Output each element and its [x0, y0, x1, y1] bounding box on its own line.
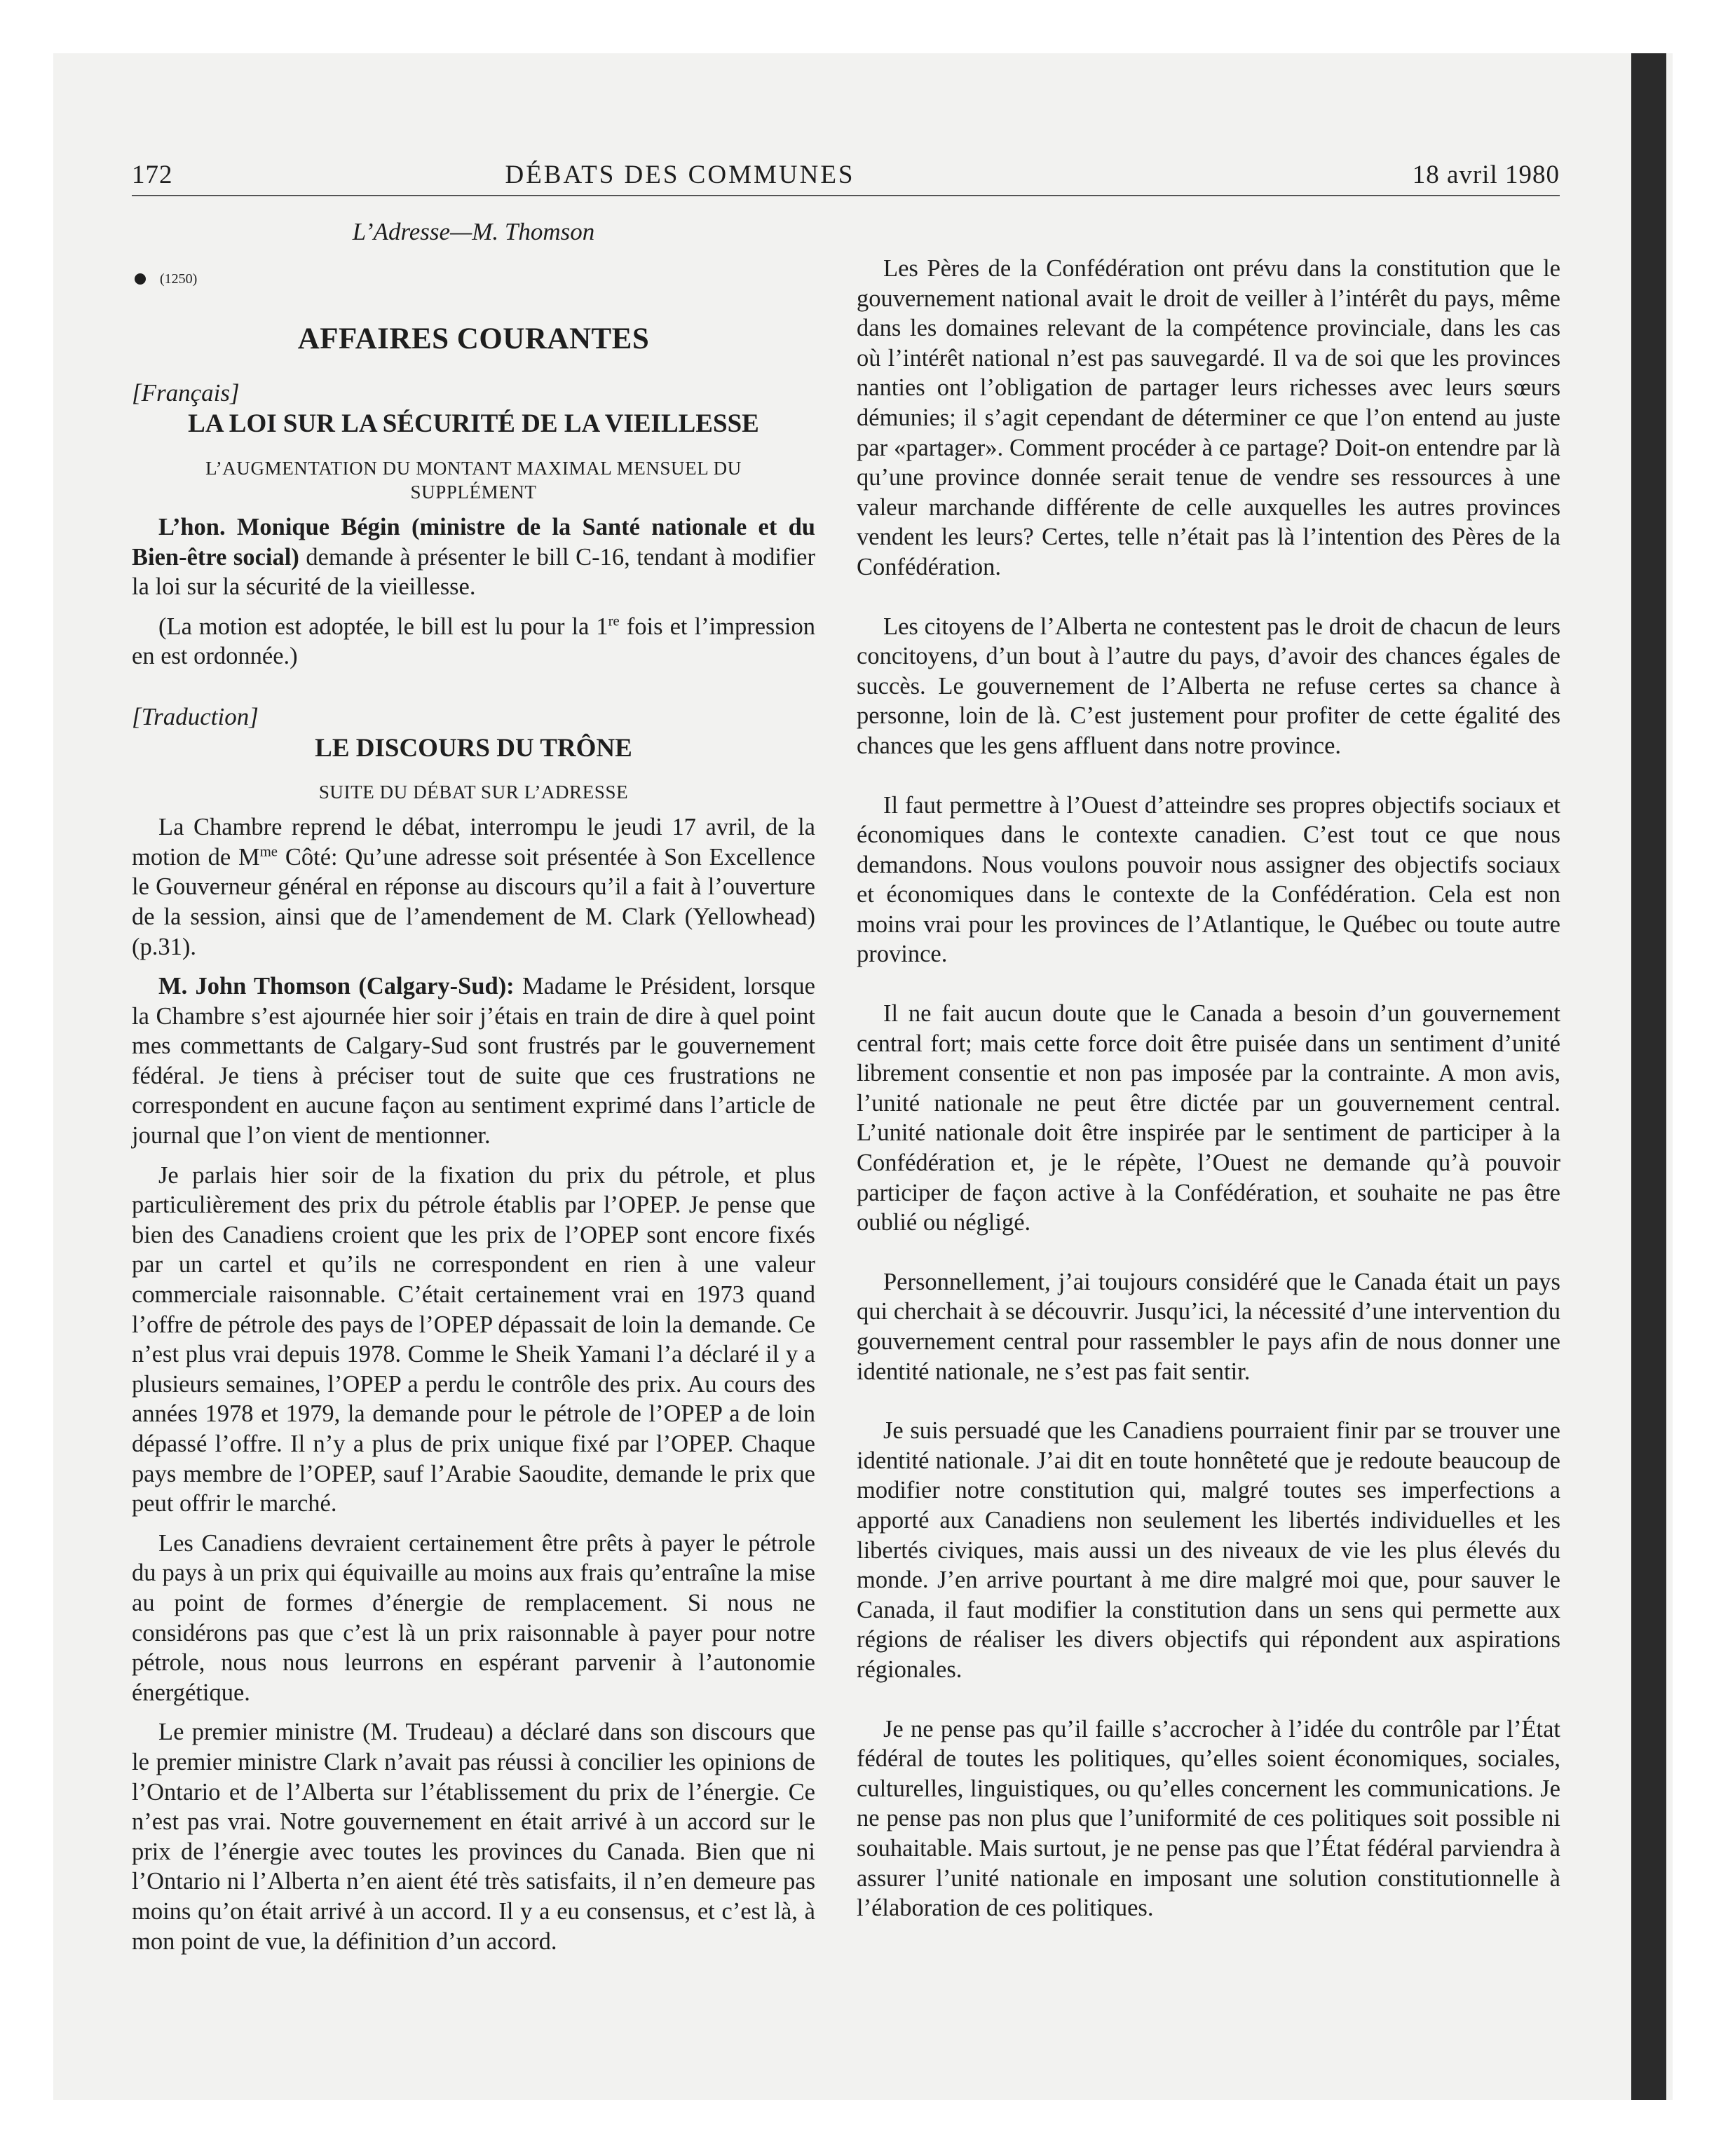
throne-subtitle: SUITE DU DÉBAT SUR L’ADRESSE: [318, 782, 629, 803]
bill-title: LA LOI SUR LA SÉCURITÉ DE LA VIEILLESSE: [188, 409, 759, 439]
right-paragraph-7: Je ne pense pas qu’il faille s’accrocher à l’idée du contrôle par l’État fédéral de toutes les politiques, qu’elles soient économiques, sociales, culturelles, linguistiques, ou qu’elles concernent les communications. Je ne pense pas non plus que l’uniformité de ces politiques soit possible ni souhaitable. Mais surtout, je ne pense pas que l’État fédéral parviendra à assurer l’unité nationale en imposant une solution constitutionnelle à l’élaboration de ces politiques.: [857, 1715, 1560, 1922]
right-paragraph-3: Il faut permettre à l’Ouest d’atteindre ses propres objectifs sociaux et économiques dans le contexte canadien. C’est tout ce que nous demandons. Nous voulons pouvoir nous assigner des objectifs sociaux et économiques dans le contexte de la Confédération. Cela est non moins vrai pour les provinces de l’Atlantique, le Québec ou toute autre province.: [857, 791, 1560, 968]
right-column: [857, 254, 1560, 1923]
bullet-dot-icon: [135, 273, 146, 285]
time-marker-text: (1250): [160, 271, 198, 287]
resume-text-a: La Chambre reprend le débat, interrompu le jeudi 17 avril, de la motion de M: [132, 814, 815, 871]
thomson-speaker: M. John Thomson (Calgary-Sud):: [158, 973, 515, 1000]
time-marker: [132, 264, 815, 294]
motion-text-a: (La motion est adoptée, le bill est lu pour la 1: [158, 613, 608, 640]
motion-sup: re: [608, 613, 620, 629]
right-paragraph-5: Personnellement, j’ai toujours considéré que le Canada était un pays qui cherchait à se découvrir. Jusqu’ici, la nécessité d’une intervention du gouvernement central pour rassembler le pays afin de nous donner une identité nationale, ne s’est pas fait sentir.: [857, 1268, 1560, 1385]
running-head: L’Adresse—M. Thomson: [352, 218, 595, 245]
page-date: 18 avril 1980: [1412, 161, 1560, 189]
motion-text-b: fois et l’impression en est ordonnée.): [132, 613, 815, 670]
page-number: 172: [132, 161, 173, 189]
begin-text: demande à présenter le bill C-16, tendant à modifier la loi sur la sécurité de la vieillesse.: [132, 543, 815, 601]
throne-title: LE DISCOURS DU TRÔNE: [315, 733, 632, 763]
section-title: AFFAIRES COURANTES: [297, 322, 650, 356]
scan-edge-bar: [1631, 53, 1666, 2100]
thomson-text: Madame le Président, lorsque la Chambre s’est ajournée hier soir j’étais en train de dire à quel point mes commettants de Calgary-Sud sont frustrés par le gouvernement fédéral. Je tiens à préciser tout de suite que ces frustrations ne correspondent en aucune façon au sentiment exprimé dans l’article de journal que l’on vient de mentionner.: [132, 973, 815, 1149]
petrole-paragraph: Je parlais hier soir de la fixation du prix du pétrole, et plus particulièrement des prix du pétrole établis par l’OPEP. Je pense que bien des Canadiens croient que les prix de l’OPEP sont encore fixés par un cartel et qu’ils ne correspondent en rien à une valeur commerciale raisonnable. C’était certainement vrai en 1973 quand l’offre de pétrole des pays de l’OPEP dépassait de loin la demande. Ce n’est plus vrai depuis 1978. Comme le Sheik Yamani l’a déclaré il y a plusieurs semaines, l’OPEP a perdu le contrôle des prix. Au cours des années 1978 et 1979, la demande pour le pétrole de l’OPEP a de loin dépassé l’offre. Il n’y a plus de prix unique fixé par l’OPEP. Chaque pays membre de l’OPEP, sauf l’Arabie Saoudite, demande le prix que peut offrir le marché.: [132, 1161, 815, 1517]
publication-title: DÉBATS DES COMMUNES: [505, 161, 855, 189]
header-rule: [132, 195, 1560, 196]
language-tag-francais: [Français]: [132, 378, 240, 407]
left-column: [132, 217, 815, 1956]
right-paragraph-1: Les Pères de la Confédération ont prévu dans la constitution que le gouvernement national avait le droit de veiller à l’intérêt du pays, même dans les domaines relevant de la compétence provinciale, dans les cas où l’intérêt national n’est pas sauvegardé. Il va de soi que les provinces nanties ont l’obligation de partager leurs richesses avec leurs sœurs démunies; il s’agit cependant de déterminer ce que l’on entend au juste par «partager». Comment procéder à ce partage? Doit-on entendre par là qu’une province donnée serait tenue de vendre ses ressources à une valeur marchande différente de celle auxquelles les autres provinces vendent les leurs? Certes, telle n’était pas là l’intention des Pères de la Confédération.: [857, 255, 1560, 580]
ministre-paragraph: Le premier ministre (M. Trudeau) a déclaré dans son discours que le premier ministre Clark n’avait pas réussi à concilier les opinions de l’Ontario et de l’Alberta sur l’établissement du prix de l’énergie. Ce n’est pas vrai. Notre gouvernement en était arrivé à un accord sur le prix de l’énergie avec toutes les provinces du Canada. Bien que ni l’Ontario ni l’Alberta n’en aient été très satisfaits, il n’en demeure pas moins qu’on était arrivé à un accord. Il y a eu consensus, et c’est là, à mon point de vue, la définition d’un accord.: [132, 1719, 815, 1955]
language-tag-traduction: [Traduction]: [132, 702, 259, 730]
right-paragraph-6: Je suis persuadé que les Canadiens pourraient finir par se trouver une identité nationale. J’ai dit en toute honnêteté que je redoute beaucoup de modifier notre constitution qui, malgré toutes ses imperfections a apporté aux Canadiens non seulement les libertés individuelles et les libertés civiques, mais aussi un des niveaux de vie les plus élevés du monde. J’en arrive pourtant à me dire malgré moi que, pour sauver le Canada, il faut modifier la constitution dans un sens qui permette aux régions de réaliser les divers objectifs qui répondent aux aspirations régionales.: [857, 1417, 1560, 1683]
begin-speaker: L’hon. Monique Bégin (ministre de la Santé nationale et du Bien-être social): [132, 513, 815, 571]
thomson-paragraph: [132, 971, 815, 1151]
canadiens-paragraph: Les Canadiens devraient certainement être prêts à payer le pétrole du pays à un prix qui équivaille au moins aux frais qu’entraîne la mise au point de formes d’énergie de remplacement. Si nous ne considérons pas que c’est là un prix raisonnable à payer pour notre pétrole, nous nous leurrons en espérant parvenir à l’autonomie énergétique.: [132, 1529, 815, 1706]
bill-subtitle: L’AUGMENTATION DU MONTANT MAXIMAL MENSUEL DU SUPPLÉMENT: [205, 457, 742, 503]
motion-paragraph: [132, 612, 815, 671]
begin-paragraph: [132, 512, 815, 602]
resume-paragraph: [132, 812, 815, 962]
right-paragraph-2: Les citoyens de l’Alberta ne contestent pas le droit de chacun de leurs concitoyens, d’un bout à l’autre du pays, d’avoir des chances égales de succès. Le gouvernement de l’Alberta ne refuse certes sa chance à personne, loin de là. C’est justement pour profiter de cette égalité des chances que les gens affluent dans notre province.: [857, 613, 1560, 759]
right-paragraph-4: Il ne fait aucun doute que le Canada a besoin d’un gouvernement central fort; mais cette force doit être puisée dans un sentiment d’unité librement consentie et non pas imposée par la contrainte. A mon avis, l’unité nationale ne peut être dictée par un gouvernement central. L’unité nationale doit être inspirée par le sentiment de participer à la Confédération et, je le répète, l’Ouest ne demande qu’à pouvoir participer de façon active à la Confédération, et souhaite ne pas être oublié ou négligé.: [857, 1000, 1560, 1236]
resume-text-b: Côté: Qu’une adresse soit présentée à Son Excellence le Gouverneur général en réponse au discours qu’il a fait à l’ouverture de la session, ainsi que de l’amendement de M. Clark (Yellowhead) (p.31).: [132, 843, 815, 960]
resume-sup: me: [259, 844, 278, 860]
